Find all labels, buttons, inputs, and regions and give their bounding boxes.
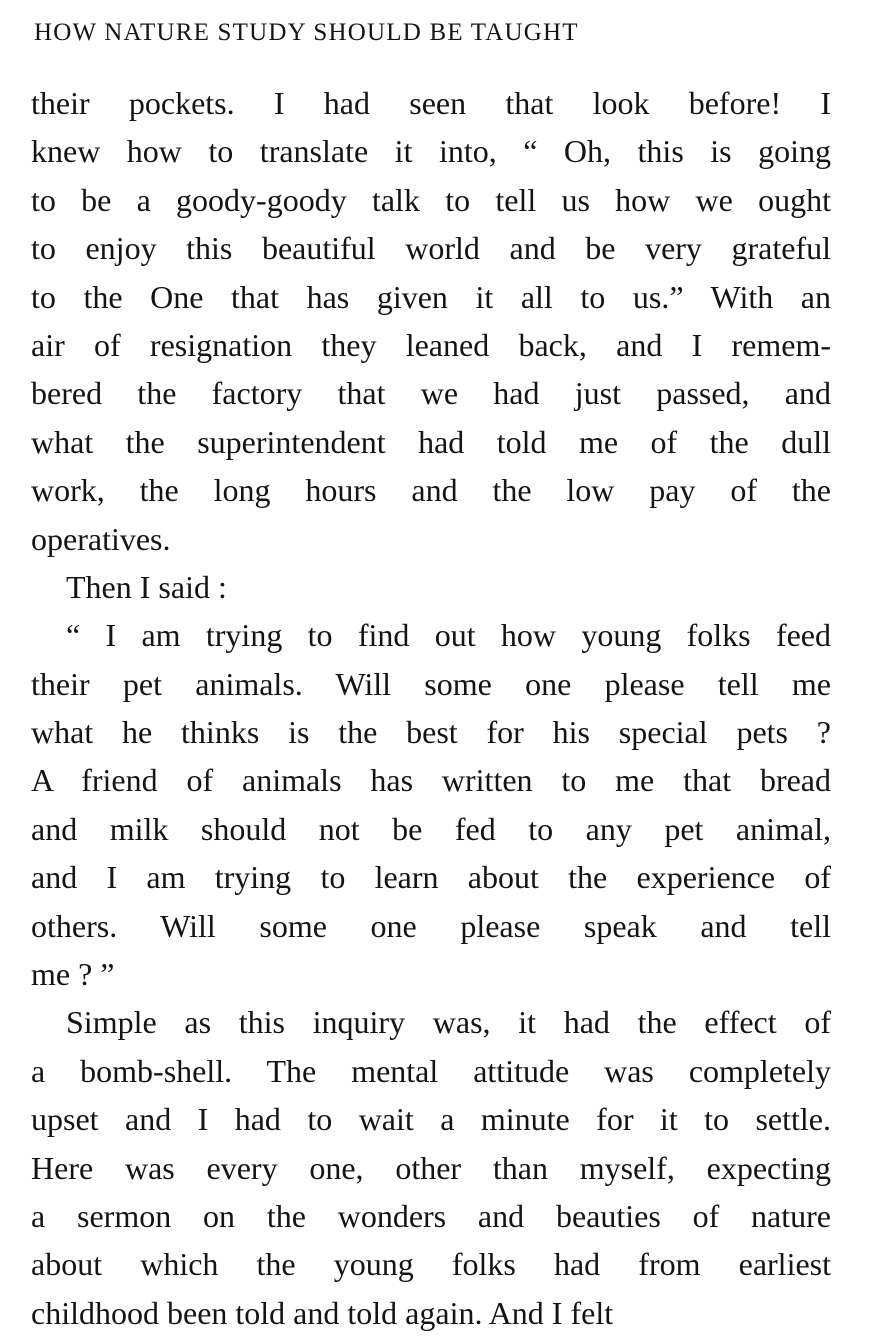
text-line: knew how to translate it into, “ Oh, this is going [31,133,831,170]
paragraph [31,998,831,1337]
book-page [31,14,831,1337]
text-line: work, the long hours and the low pay of the [31,472,831,509]
text-line: their pet animals. Will some one please tell me [31,665,831,702]
text-line: and milk should not be fed to any pet animal, [31,810,831,847]
paragraph [31,79,831,563]
text-line: about which the young folks had from earliest [31,1246,831,1283]
text-line: what he thinks is the best for his special pets ? [31,714,831,751]
text-line: Then I said : [66,568,227,605]
text-line: bered the factory that we had just passed, and [31,375,831,412]
text-line: to be a goody-goody talk to tell us how we ought [31,181,831,218]
body-text [31,79,831,1337]
text-line: to enjoy this beautiful world and be very grateful [31,230,831,267]
text-line: A friend of animals has written to me that bread [31,762,831,799]
text-line: me ? ” [31,956,115,993]
text-line: others. Will some one please speak and tell [31,907,831,944]
text-line: and I am trying to learn about the experience of [31,859,831,896]
paragraph [31,563,831,611]
text-line: “ I am trying to find out how young folks feed [66,617,831,654]
text-line: a bomb-shell. The mental attitude was completely [31,1052,831,1089]
text-line: Here was every one, other than myself, expecting [31,1149,831,1186]
text-line: Simple as this inquiry was, it had the effect of [66,1004,831,1041]
text-line: a sermon on the wonders and beauties of nature [31,1197,831,1234]
text-line: their pockets. I had seen that look before! I [31,85,831,121]
text-line: upset and I had to wait a minute for it to settle. [31,1101,831,1138]
running-head: HOW NATURE STUDY SHOULD BE TAUGHT [34,19,579,46]
text-line: to the One that has given it all to us.” With an [31,278,831,315]
paragraph [31,611,831,998]
text-line: childhood been told and told again. And I felt [31,1294,614,1331]
text-line: air of resignation they leaned back, and I remem- [31,326,831,363]
text-line: what the superintendent had told me of the dull [31,423,831,460]
text-line: operatives. [31,520,171,557]
